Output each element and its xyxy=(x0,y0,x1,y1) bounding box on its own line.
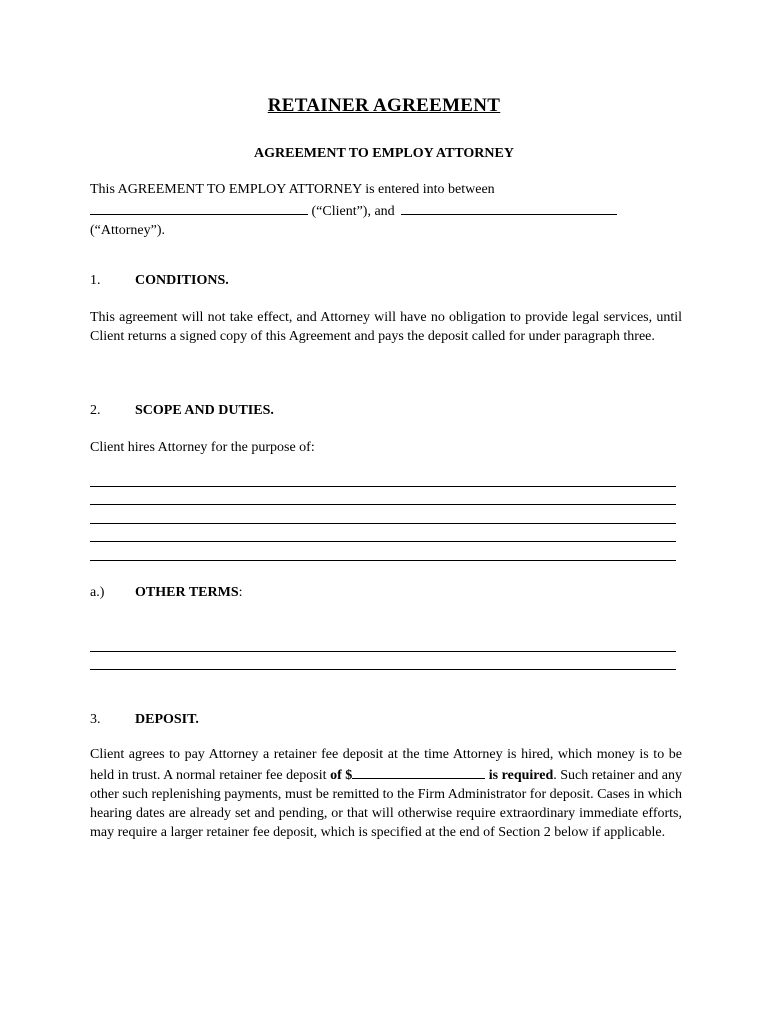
other-terms-title: OTHER TERMS xyxy=(135,585,239,600)
deposit-amount-prefix: of $ xyxy=(330,768,353,783)
purpose-line-3[interactable] xyxy=(90,523,676,524)
other-terms-heading xyxy=(90,583,243,602)
deposit-text-part-1: Client agrees to pay Attorney a retainer fee deposit at the time Attorney is hired, which money is to be held in trust. A normal retainer fee deposit xyxy=(90,747,682,783)
section-2-title: SCOPE AND DUTIES. xyxy=(135,403,274,418)
deposit-amount-suffix: is required xyxy=(488,768,554,783)
client-label: (“Client”), and xyxy=(311,204,395,219)
section-2-heading xyxy=(90,401,274,420)
section-2-text: Client hires Attorney for the purpose of: xyxy=(90,440,315,455)
attorney-name-field[interactable] xyxy=(401,200,617,215)
other-terms-line-2[interactable] xyxy=(90,669,676,670)
section-2-number: 2. xyxy=(90,403,101,418)
document-title: RETAINER AGREEMENT xyxy=(267,95,501,116)
deposit-amount-field[interactable] xyxy=(352,764,485,779)
other-terms-line-1[interactable] xyxy=(90,651,676,652)
purpose-line-2[interactable] xyxy=(90,504,676,505)
section-1-heading xyxy=(90,271,229,290)
other-terms-number: a.) xyxy=(90,585,105,600)
document-subtitle: AGREEMENT TO EMPLOY ATTORNEY xyxy=(254,146,514,161)
purpose-line-5[interactable] xyxy=(90,560,676,561)
client-name-field[interactable] xyxy=(90,200,308,215)
section-3-title: DEPOSIT. xyxy=(135,712,199,727)
deposit-text-part-2: . Such retainer and any other such replenishing payments, must be remitted to the Firm Administrator for deposit. Cases in which hearing dates are already set and pending, or that will otherwise require extraordinary immediate efforts, may require a larger retainer fee deposit, which is specified at the end of Section 2 below if applicable. xyxy=(90,768,683,840)
attorney-label: (“Attorney”). xyxy=(90,223,166,238)
section-3-text xyxy=(90,745,682,842)
other-terms-colon: : xyxy=(238,585,243,600)
section-3-number: 3. xyxy=(90,712,101,727)
section-1-number: 1. xyxy=(90,273,101,288)
section-3-heading xyxy=(90,710,199,729)
intro-line-1: This AGREEMENT TO EMPLOY ATTORNEY is entered into between xyxy=(90,182,495,197)
intro-line-2 xyxy=(90,200,682,221)
section-1-text: This agreement will not take effect, and Attorney will have no obligation to provide legal services, until Client returns a signed copy of this Agreement and pays the deposit called for under paragraph three. xyxy=(90,310,682,344)
purpose-line-1[interactable] xyxy=(90,486,676,487)
purpose-line-4[interactable] xyxy=(90,541,676,542)
section-1-title: CONDITIONS. xyxy=(135,273,229,288)
intro-paragraph xyxy=(90,180,682,240)
